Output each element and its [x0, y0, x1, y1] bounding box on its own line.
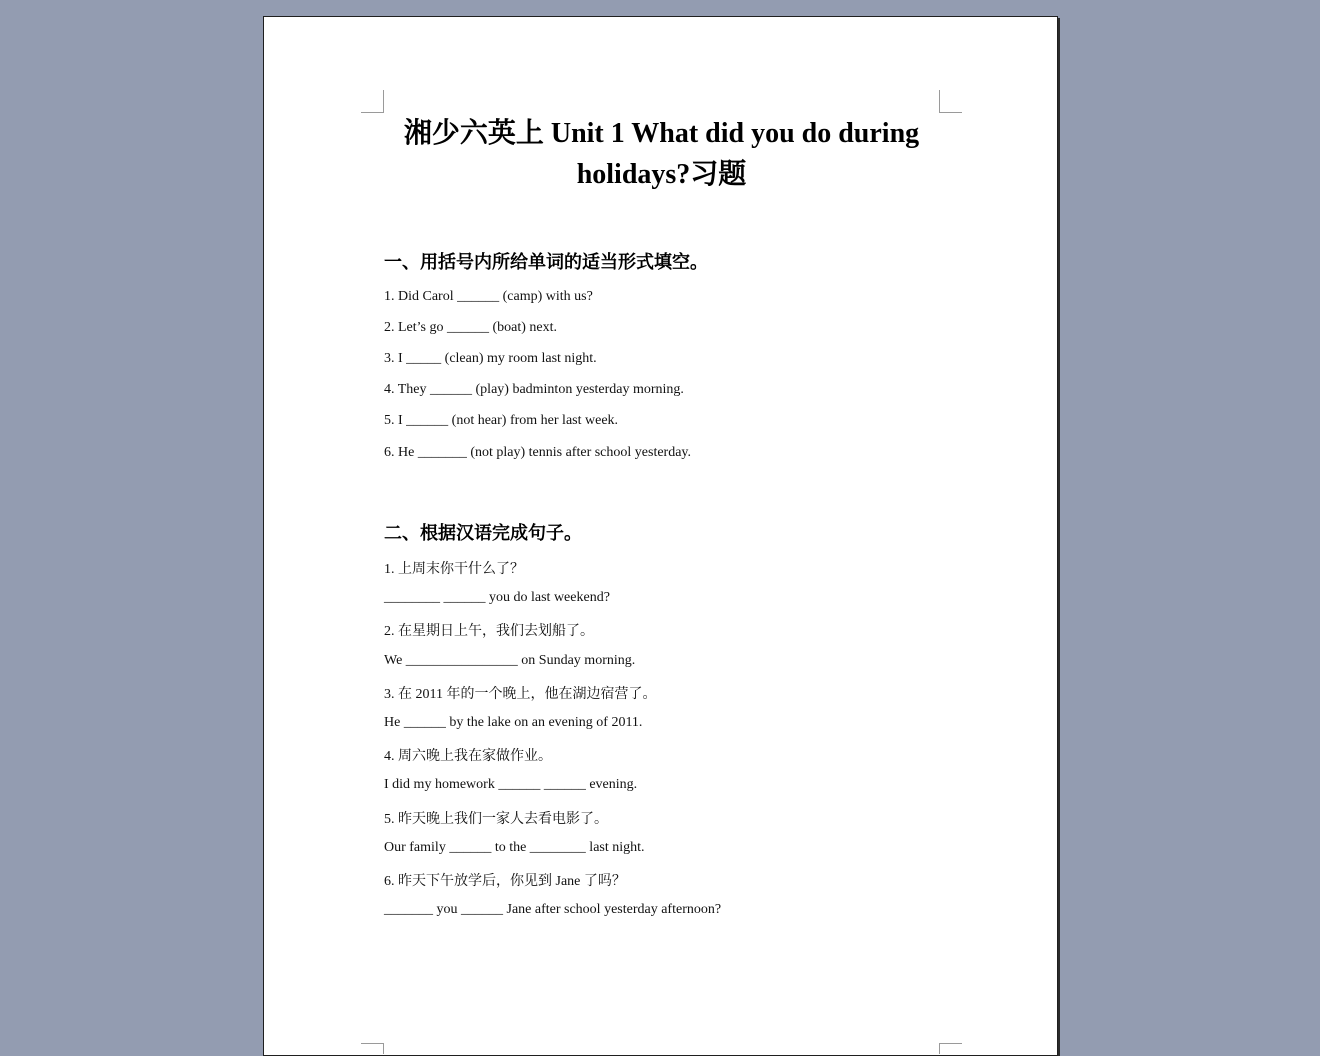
section-1-item-3: 3. I _____ (clean) my room last night. — [384, 351, 597, 366]
section-2-question-2: 2. 在星期日上午，我们去划船了。 — [384, 624, 594, 639]
margin-corner-bottom-right — [939, 1043, 962, 1054]
section-1-item-4: 4. They ______ (play) badminton yesterday morning. — [384, 382, 684, 397]
section-2-answer-2: We ________________ on Sunday morning. — [384, 653, 636, 668]
document-title — [374, 113, 949, 195]
section-2-question-3: 3. 在 2011 年的一个晚上，他在湖边宿营了。 — [384, 687, 657, 702]
section-1-item-2: 2. Let’s go ______ (boat) next. — [384, 320, 558, 335]
section-2-answer-3: He ______ by the lake on an evening of 2011. — [384, 715, 643, 730]
document-page — [263, 16, 1058, 1056]
section-2-heading: 二、根据汉语完成句子。 — [384, 523, 582, 543]
section-1-heading: 一、用括号内所给单词的适当形式填空。 — [384, 252, 708, 272]
section-1-item-1: 1. Did Carol ______ (camp) with us? — [384, 289, 593, 304]
document-title-line-2: holidays?习题 — [576, 159, 747, 190]
section-1-item-5: 5. I ______ (not hear) from her last week. — [384, 413, 619, 428]
section-2-answer-4: I did my homework ______ ______ evening. — [384, 777, 638, 792]
section-2-question-4: 4. 周六晚上我在家做作业。 — [384, 749, 552, 764]
margin-corner-top-right — [939, 90, 962, 113]
margin-corner-top-left — [361, 90, 384, 113]
section-2-answer-5: Our family ______ to the ________ last night. — [384, 840, 645, 855]
section-2-question-5: 5. 昨天晚上我们一家人去看电影了。 — [384, 812, 608, 827]
section-1-item-6: 6. He _______ (not play) tennis after school yesterday. — [384, 445, 692, 460]
section-2-question-1: 1. 上周末你干什么了？ — [384, 562, 524, 577]
section-2-answer-6: _______ you ______ Jane after school yesterday afternoon? — [384, 902, 722, 917]
margin-corner-bottom-left — [361, 1043, 384, 1054]
section-2-question-6: 6. 昨天下午放学后，你见到 Jane 了吗？ — [384, 874, 626, 889]
document-title-line-1: 湘少六英上 Unit 1 What did you do during — [403, 118, 920, 149]
section-2-answer-1: ________ ______ you do last weekend? — [384, 590, 610, 605]
